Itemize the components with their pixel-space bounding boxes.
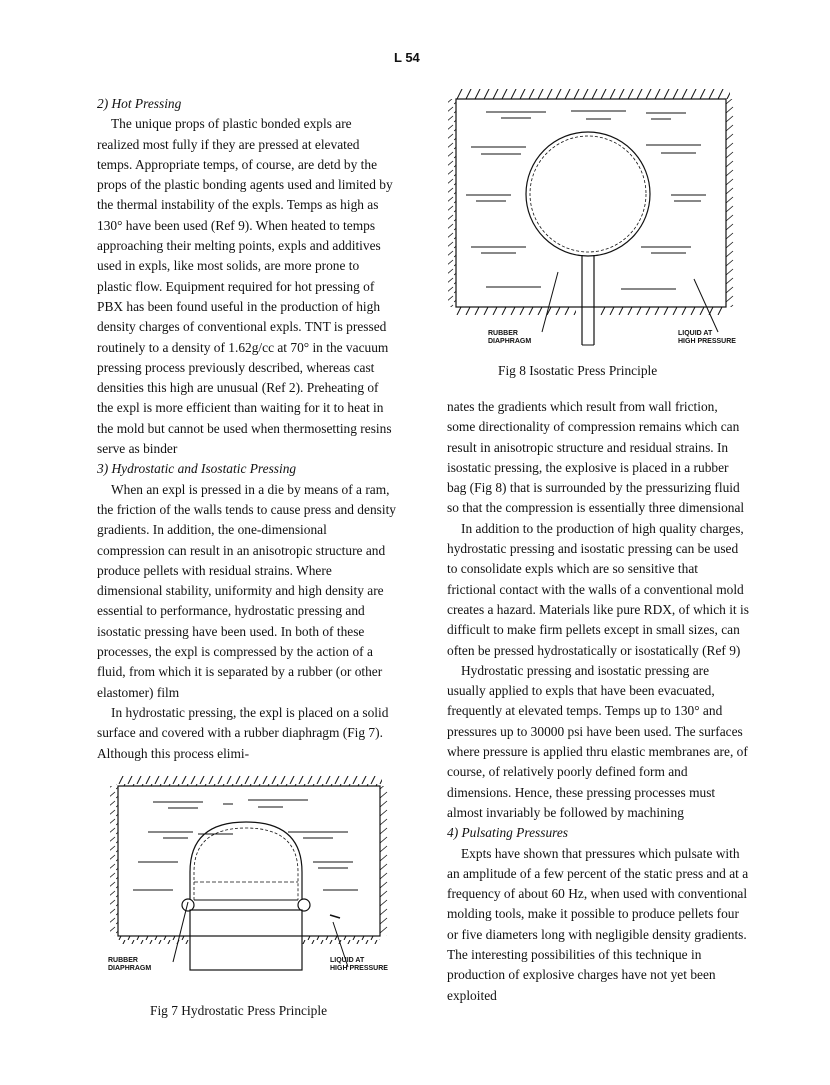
figure-8-caption: Fig 8 Isostatic Press Principle — [498, 363, 658, 378]
left-column — [97, 94, 397, 764]
page-number: L 54 — [394, 50, 420, 65]
fig8-label-liquid: LIQUID AT — [678, 330, 713, 337]
right-column — [447, 397, 749, 1006]
fig7-label-diaphragm: DIAPHRAGM — [108, 965, 152, 972]
figure-8-diagram — [446, 87, 746, 357]
section-heading-hot-pressing: 2) Hot Pressing — [97, 96, 182, 111]
figure-7-caption: Fig 7 Hydrostatic Press Principle — [150, 1003, 328, 1018]
paragraph: nates the gradients which result from wall friction, some directionality of compression remains which can result in anisotropic structure and residual strains. In isostatic pressing, the explosive is placed in a rubber bag (Fig 8) that is surrounded by the pressurizing fluid so that the compression is essentially three dimensional — [447, 399, 745, 516]
fig8-label-diaphragm: DIAPHRAGM — [488, 338, 532, 345]
paragraph: Hydrostatic pressing and isostatic pressing are usually applied to expls that have been evacuated, frequently at elevated temps. Temps up to 130° and pressures up to 30000 psi have been used. The surfaces where pressure is applied thru elastic membranes are, of course, of relatively poorly defined form and dimensions. Hence, these pressing processes must almost invariably be followed by machining — [447, 662, 748, 820]
paragraph: The unique props of plastic bonded expls are realized most fully if they are pressed at elevated temps. Appropriate temps, of course, are detd by the props of the plastic bonding agents used and limited by the thermal instability of the expls. Temps as high as 130° have been used (Ref 9). When heated to temps approaching their melting points, expls and additives used in expls, like most solids, are more prone to plastic flow. Equipment required for hot pressing of PBX has been found useful in the production of high density charges of conventional expls. TNT is pressed routinely to a density of 1.62g/cc at 70° in the vacuum pressing process previously described, whereas cast densities this high are unusual (Ref 2). Preheating of the expl is more efficient than waiting for it to heat in the mold but cannot be used when thermosetting resins serve as binder — [97, 116, 393, 457]
fig7-label-high-pressure: HIGH PRESSURE — [330, 965, 388, 972]
paragraph: In addition to the production of high quality charges, hydrostatic pressing and isostatic pressing can be used to consolidate expls which are so sensitive that frictional contact with the walls of a conventional mold creates a hazard. Materials like pure RDX, of which it is difficult to make firm pellets except in small sizes, can often be pressed hydrostatically or isostatically (Ref 9) — [447, 520, 749, 658]
section-heading-pulsating: 4) Pulsating Pressures — [447, 825, 569, 841]
fig8-label-high-pressure: HIGH PRESSURE — [678, 338, 736, 345]
fig8-label-rubber: RUBBER — [488, 330, 518, 337]
paragraph: When an expl is pressed in a die by means of a ram, the friction of the walls tends to cause press and density gradients. In addition, the one-dimensional compression can result in an anisotropic structure and produce pellets with residual strains. Where dimensional stability, uniformity and high density are essential to performance, hydrostatic pressing and isostatic pressing have been used. In both of these processes, the expl is compressed by the action of a fluid, from which it is separated by a rubber (or other elastomer) film — [97, 481, 396, 700]
figure-7-diagram — [108, 772, 408, 997]
paragraph: Expts have shown that pressures which pulsate with an amplitude of a few percent of the static press and at a frequency of about 60 Hz, when used with conventional molding tools, make it possible to produce pellets four or five diameters long with negligible density gradients. The interesting possibilities of this technique in production of explosive charges have not yet been exploited — [447, 845, 749, 1003]
fig7-label-liquid: LIQUID AT — [330, 957, 365, 964]
section-heading-hydrostatic: 3) Hydrostatic and Isostatic Pressing — [97, 461, 297, 477]
fig7-label-rubber: RUBBER — [108, 957, 138, 964]
paragraph: In hydrostatic pressing, the expl is placed on a solid surface and covered with a rubber diaphragm (Fig 7). Although this process elimi- — [97, 704, 389, 761]
